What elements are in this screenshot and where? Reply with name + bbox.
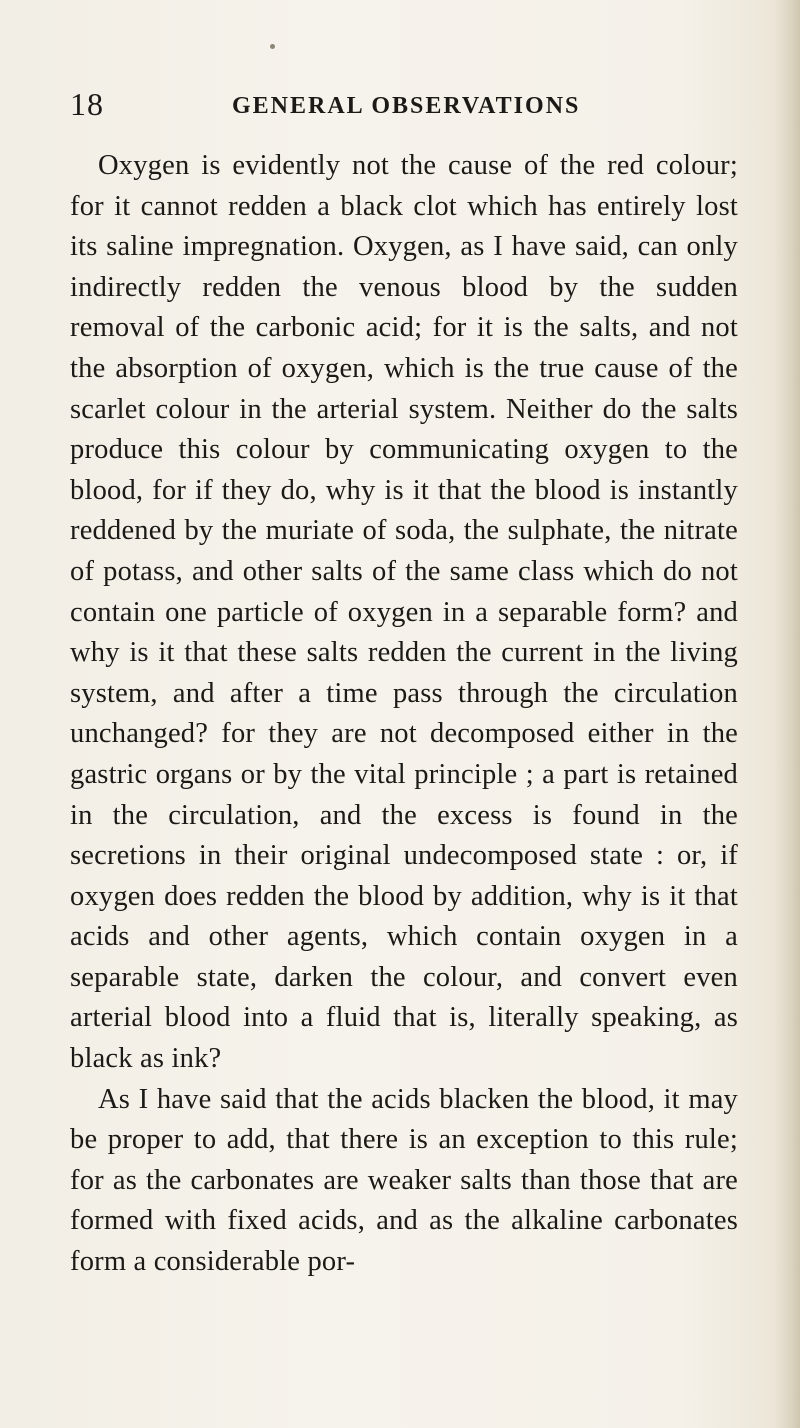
paragraph: Oxygen is evidently not the cause of the red colour; for it cannot redden a black clot which has entirely lost its saline impregnation. Oxygen, as I have said, can only indirectly redden the venous blood by the sudden removal of the carbonic acid; for it is the salts, and not the absorption of oxygen, which is the true cause of the scarlet colour in the arterial system. Neither do the salts produce this colour by communicating oxygen to the blood, for if they do, why is it that the blood is instantly reddened by the muriate of soda, the sulphate, the nitrate of potass, and other salts of the same class which do not contain one particle of oxygen in a separable form? and why is it that these salts redden the current in the living system, and after a time pass through the circulation unchanged? for they are not decomposed either in the gastric organs or by the vital principle ; a part is retained in the circulation, and the excess is found in the secretions in their original undecomposed state : or, if oxygen does redden the blood by addition, why is it that acids and other agents, which contain oxygen in a separable state, darken the colour, and convert even arterial blood into a fluid that is, literally speaking, as black as ink? [70,150,738,1075]
paper-speck [270,44,275,49]
body-text [70,146,738,1283]
page-gutter-shadow [774,0,800,1428]
page-number: 18 [70,86,104,122]
page-header [0,84,800,128]
paragraph: As I have said that the acids blacken the blood, it may be proper to add, that there is an exception to this rule; for as the carbonates are weaker salts than those that are formed with fixed acids, and as the alkaline carbonates form a considerable por- [70,1083,738,1278]
running-head: GENERAL OBSERVATIONS [232,93,581,119]
